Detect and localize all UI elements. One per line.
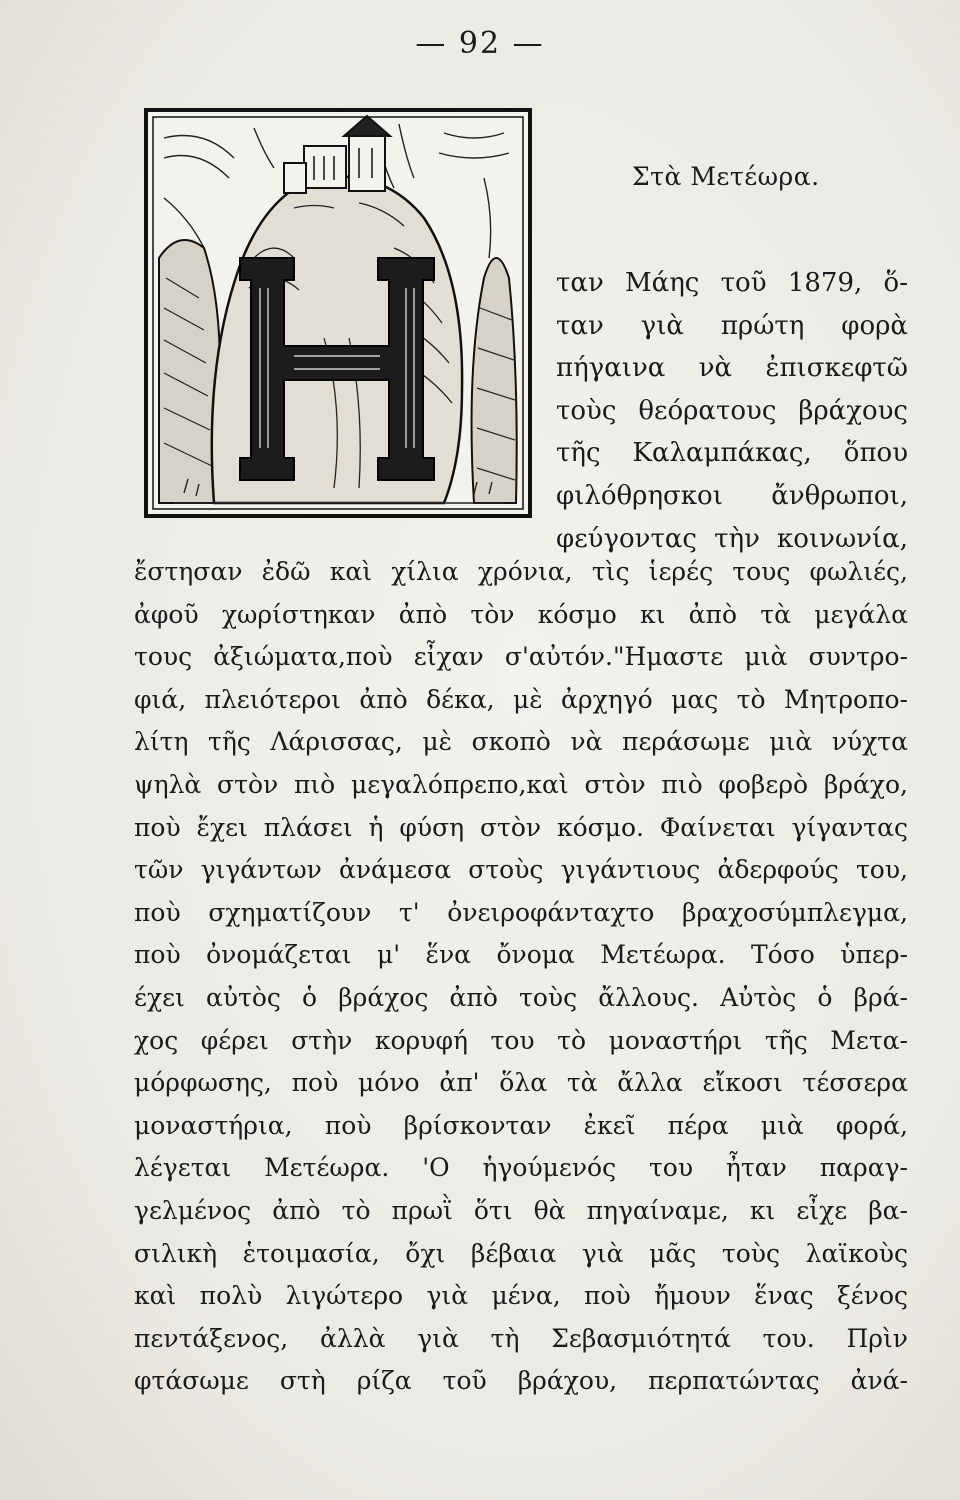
page-number: — 92 — [415, 26, 545, 61]
text-line: έχει αὐτὸς ὁ βράχος ἀπὸ τοὺς ἄλλους. Αὐτὸς ὁ βρά- [134, 982, 908, 1012]
text-line: φιλόθρησκοι ἄνθρωποι, [556, 480, 908, 511]
text-line: ἔστησαν ἐδῶ καὶ χίλια χρόνια, τὶς ἱερές τους φωλιές, [134, 557, 908, 586]
text-line: τῆς Καλαμπάκας, ὅπου [556, 438, 908, 469]
text-line: φεύγοντας τὴν κοινωνία, [556, 523, 908, 554]
drop-cap-woodcut [144, 108, 532, 518]
text-line: καὶ πολὺ λιγώτερο γιὰ μένα, ποὺ ἤμουν ἕνας ξένος [134, 1281, 908, 1311]
text-line: ἀφοῦ χωρίστηκαν ἀπὸ τὸν κόσμο κι ἀπὸ τὰ μεγάλα [134, 599, 908, 629]
text-line: φτάσωμε στὴ ρίζα τοῦ βράχου, περπατώντας ἀνά- [134, 1366, 908, 1396]
text-beside-drop-cap [556, 262, 908, 560]
section-title: Στὰ Μετέωρα. [632, 162, 820, 191]
text-line: μοναστήρια, ποὺ βρίσκονταν ἐκεῖ πέρα μιὰ φορά, [134, 1110, 908, 1140]
text-line: ταν Μάης τοῦ 1879, ὅ- [556, 268, 908, 298]
text-line: τοὺς θεόρατους βράχους [556, 395, 908, 426]
text-line: γελμένος ἀπὸ τὸ πρωῒ ὅτι θὰ πηγαίναμε, κι εἶχε βα- [134, 1195, 908, 1225]
text-line: ποὺ σχηματίζουν τ' ὀνειροφάνταχτο βραχοσύμπλεγμα, [134, 897, 908, 927]
text-line: σιλικὴ ἑτοιμασία, ὄχι βέβαια γιὰ μᾶς τοὺς λαϊκοὺς [134, 1238, 908, 1268]
text-line: ποὺ ἔχει πλάσει ἡ φύση στὸν κόσμο. Φαίνεται γίγαντας [134, 812, 908, 842]
text-line: μόρφωσης, ποὺ μόνο ἀπ' ὅλα τὰ ἄλλα εἴκοσι τέσσερα [134, 1068, 908, 1098]
text-line: λέγεται Μετέωρα. 'Ο ἡγούμενός του ἦταν παραγ- [134, 1153, 908, 1183]
text-line: τους ἀξιώματα,ποὺ εἶχαν σ'αὐτόν."Ημαστε μιὰ συντρο- [134, 642, 908, 672]
text-line: ποὺ ὀνομάζεται μ' ἕνα ὄνομα Μετέωρα. Τόσο ὑπερ- [134, 940, 908, 970]
text-line: τῶν γιγάντων ἀνάμεσα στοὺς γιγάντιους ἀδερφούς του, [134, 855, 908, 885]
text-line: ταν γιὰ πρώτη φορὰ [556, 310, 908, 341]
body-text [134, 551, 908, 1403]
text-line: ψηλὰ στὸν πιὸ μεγαλόπρεπο,καὶ στὸν πιὸ φοβερὸ βράχο, [134, 769, 908, 799]
text-line: πεντάξενος, ἀλλὰ γιὰ τὴ Σεβασμιότητά του. Πρὶν [134, 1323, 908, 1353]
text-line: πήγαινα νὰ ἐπισκεφτῶ [556, 353, 908, 384]
text-line: χος φέρει στὴν κορυφή του τὸ μοναστήρι τῆς Μετα- [134, 1025, 908, 1055]
text-line: φιά, πλειότεροι ἀπὸ δέκα, μὲ ἀρχηγό μας τὸ Μητροπο- [134, 684, 908, 714]
text-line: λίτη τῆς Λάρισσας, μὲ σκοπὸ νὰ περάσωμε μιὰ νύχτα [134, 727, 908, 757]
